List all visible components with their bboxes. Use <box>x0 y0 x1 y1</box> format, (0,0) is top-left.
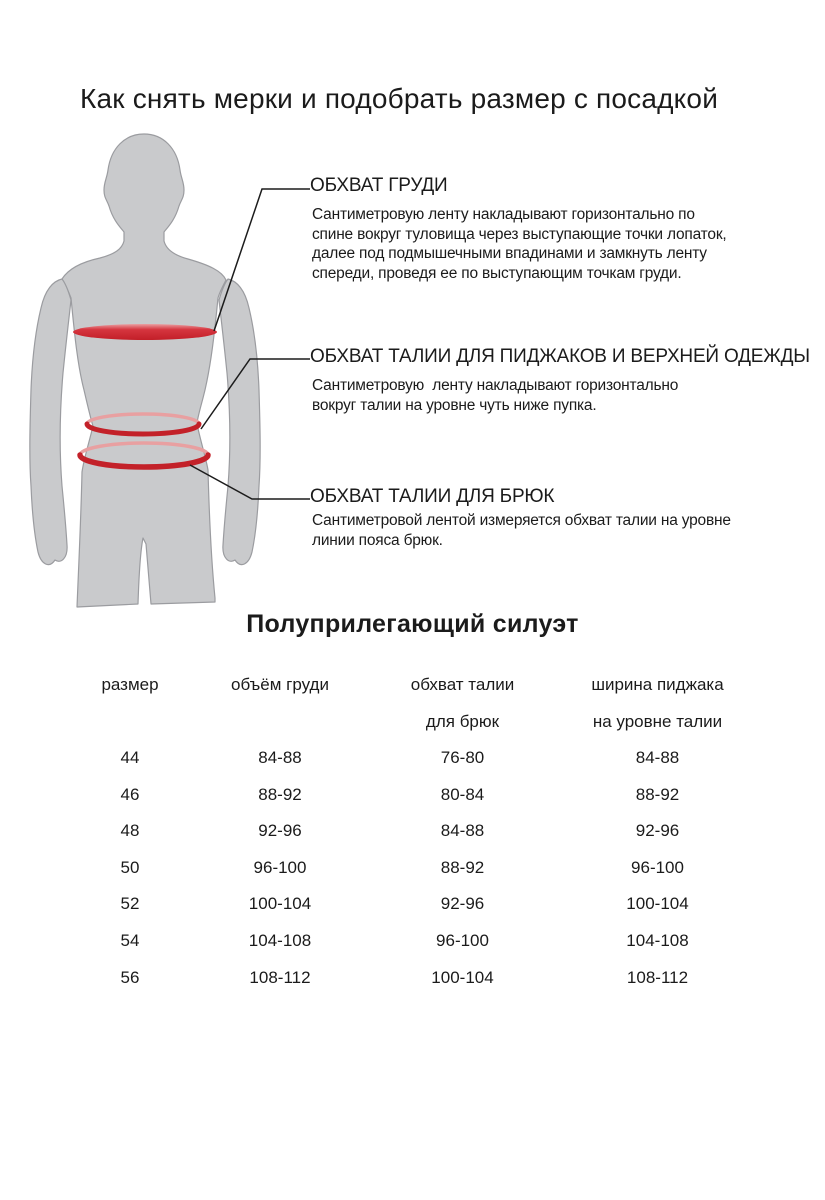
table-cell: 104-108 <box>248 930 312 950</box>
table-row <box>70 923 760 960</box>
header-line: размер <box>101 675 159 694</box>
table-cell: 80-84 <box>440 784 485 804</box>
size-table-header <box>70 666 760 740</box>
right-arm <box>219 279 260 565</box>
table-cell: 52 <box>120 894 140 914</box>
table-cell: 44 <box>120 748 140 767</box>
table-cell: 96-100 <box>253 857 307 877</box>
header-line: обхват талии <box>410 675 515 694</box>
trouser-waist-measure-label: ОБХВАТ ТАЛИИ ДЛЯ БРЮК <box>310 486 555 507</box>
table-row <box>70 740 760 777</box>
table-cell: 96-100 <box>631 857 684 877</box>
description-line: Сантиметровую ленту накладывают горизонтально по <box>312 206 695 223</box>
header-line <box>70 703 190 740</box>
table-row <box>70 886 760 923</box>
table-cell: 50 <box>120 857 140 877</box>
table-cell: 88-92 <box>258 784 302 804</box>
description-line: линии пояса брюк. <box>312 531 443 549</box>
table-cell: 104-108 <box>626 930 689 950</box>
table-row <box>70 850 760 887</box>
trouser-waist-measure-description <box>312 511 731 550</box>
header-line: ширина пиджака <box>591 675 724 694</box>
header-trouser-waist <box>370 666 555 740</box>
description-line: вокруг талии на уровне чуть ниже пупка. <box>312 396 597 414</box>
left-arm <box>30 279 71 565</box>
table-cell: 88-92 <box>440 857 485 877</box>
chest-measure-description <box>312 205 727 283</box>
table-cell: 92-96 <box>258 821 302 841</box>
table-cell: 92-96 <box>635 821 680 841</box>
size-table-title: Полуприлегающий силуэт <box>246 610 579 638</box>
table-cell: 56 <box>120 967 140 987</box>
table-cell: 108-112 <box>626 967 689 987</box>
description-line: спине вокруг туловища через выступающие точки лопаток, <box>312 225 727 243</box>
header-jacket-width <box>555 666 760 740</box>
header-line <box>190 703 370 740</box>
chest-measure-label: ОБХВАТ ГРУДИ <box>310 175 448 196</box>
male-silhouette-diagram <box>25 128 310 608</box>
header-chest <box>190 666 370 740</box>
table-row <box>70 960 760 997</box>
header-line: для брюк <box>425 712 500 731</box>
table-cell: 46 <box>120 784 140 804</box>
table-cell: 100-104 <box>626 894 689 914</box>
header-line: объём груди <box>231 675 329 694</box>
header-line: на уровне талии <box>592 712 723 731</box>
jacket-waist-measure-label: ОБХВАТ ТАЛИИ ДЛЯ ПИДЖАКОВ И ВЕРХНЕЙ ОДЕЖДЫ <box>310 346 810 367</box>
table-row <box>70 813 760 850</box>
table-cell: 84-88 <box>635 748 680 767</box>
description-line: спереди, проведя ее по выступающим точкам груди. <box>312 264 682 282</box>
description-line: Сантиметровую ленту накладывают горизонтально <box>312 377 679 394</box>
table-cell: 88-92 <box>635 784 680 804</box>
table-cell: 100-104 <box>248 894 312 914</box>
table-cell: 96-100 <box>436 930 489 950</box>
table-cell: 48 <box>120 821 140 841</box>
table-cell: 84-88 <box>258 748 302 767</box>
table-cell: 108-112 <box>249 967 311 987</box>
description-line: далее под подмышечными впадинами и замкнуть ленту <box>312 245 707 262</box>
page-title: Как снять мерки и подобрать размер с посадкой <box>80 83 719 114</box>
table-row <box>70 777 760 814</box>
table-cell: 76-80 <box>440 748 485 767</box>
table-cell: 54 <box>120 930 140 950</box>
table-cell: 100-104 <box>431 967 494 987</box>
size-table <box>70 666 760 996</box>
measurement-figure <box>25 128 310 608</box>
body-silhouette <box>62 134 226 607</box>
table-cell: 84-88 <box>440 821 485 841</box>
jacket-waist-measure-description <box>312 376 678 415</box>
chest-band <box>73 324 217 340</box>
header-size <box>70 666 190 740</box>
table-cell: 92-96 <box>440 894 485 914</box>
description-line: Сантиметровой лентой измеряется обхват талии на уровне <box>312 512 731 529</box>
